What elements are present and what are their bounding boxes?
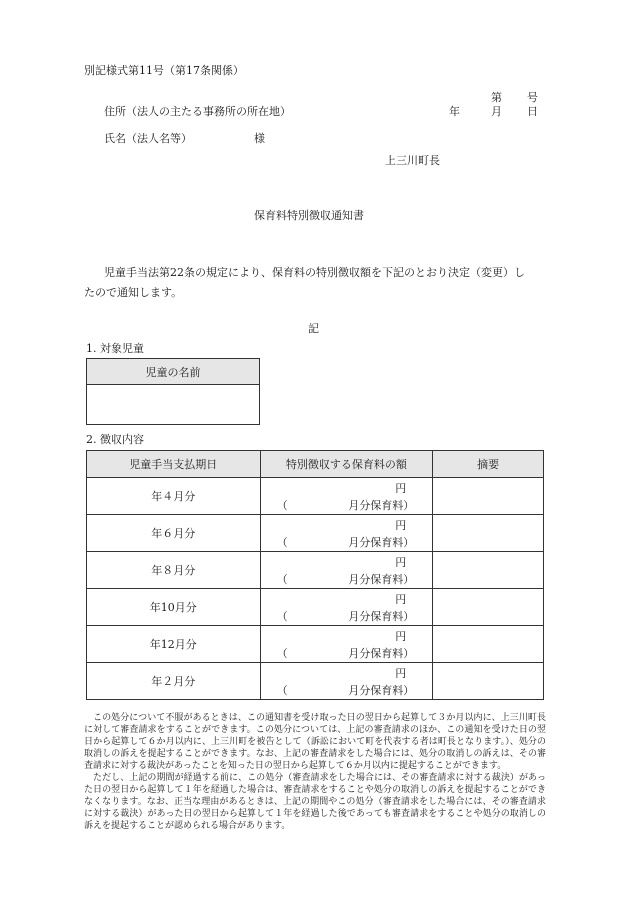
period-cell: 年12月分 (87, 626, 261, 663)
yen-unit: 円 (395, 556, 407, 569)
fee-cell (260, 478, 433, 515)
paren-open: （ (276, 499, 288, 512)
table-row (87, 515, 544, 552)
issuer: 上三川町長 (385, 154, 440, 167)
remarks-cell (433, 589, 544, 626)
fee-cell (260, 552, 433, 589)
form-label: 別記様式第11号（第17条関係） (84, 64, 244, 77)
yen-unit: 円 (395, 593, 407, 606)
remarks-cell (433, 478, 544, 515)
remarks-cell (433, 663, 544, 700)
period-cell: 年10月分 (87, 589, 261, 626)
period-cell: 年２月分 (87, 663, 261, 700)
yen-unit: 円 (395, 667, 407, 680)
fee-note: 月分保育料） (348, 647, 415, 660)
yen-unit: 円 (395, 519, 407, 532)
name-label: 氏名（法人名等） (104, 132, 192, 145)
section2-heading: 2. 徴収内容 (86, 433, 144, 446)
yen-unit: 円 (395, 630, 407, 643)
table-row (87, 663, 544, 700)
col-header-payment-date: 児童手当支払期日 (87, 451, 261, 478)
paren-open: （ (276, 536, 288, 549)
child-name-cell (87, 385, 260, 425)
remarks-cell (433, 552, 544, 589)
ki-marker: 記 (308, 322, 319, 335)
date-month: 月 (491, 105, 502, 118)
document-title: 保育料特別徴収通知書 (254, 209, 364, 222)
fee-note: 月分保育料） (348, 684, 415, 697)
table-row (87, 552, 544, 589)
body-line-2: たので通知します。 (84, 286, 183, 299)
table-row (87, 478, 544, 515)
fee-note: 月分保育料） (348, 573, 415, 586)
paren-open: （ (276, 684, 288, 697)
section1-heading: 1. 対象児童 (86, 342, 144, 355)
fee-cell (260, 626, 433, 663)
table-row (87, 589, 544, 626)
address-label: 住所（法人の主たる事務所の所在地） (104, 105, 291, 118)
yen-unit: 円 (395, 482, 407, 495)
fee-note: 月分保育料） (348, 499, 415, 512)
period-cell: 年６月分 (87, 515, 261, 552)
fee-note: 月分保育料） (348, 536, 415, 549)
child-name-header: 児童の名前 (87, 359, 260, 385)
paren-open: （ (276, 573, 288, 586)
col-header-remarks: 摘要 (433, 451, 544, 478)
table-row (87, 626, 544, 663)
notice-paragraph-1: この処分について不服があるときは、この通知書を受け取った日の翌日から起算して３か月以内に、上三川町長に対して審査請求をすることができます。この処分については、上記の審査請求のほか、この通知を受けた日の翌日から起算して６か月以内に、上三川町を被告として（訴訟において町を代表する者は町長となります。）、処分の取消しの訴えを提起することができます。なお、上記の審査請求をした場合には、処分の取消しの訴えは、その審査請求に対する裁決があったことを知った日の翌日から起算して６か月以内に提起することができます。 (84, 713, 546, 771)
remarks-cell (433, 515, 544, 552)
honorific: 様 (254, 132, 265, 145)
date-year: 年 (449, 105, 460, 118)
appeal-notice (84, 712, 546, 832)
fee-cell (260, 663, 433, 700)
body-line-1: 児童手当法第22条の規定により、保育料の特別徴収額を下記のとおり決定（変更）し (104, 266, 525, 279)
fee-cell (260, 515, 433, 552)
fee-cell (260, 589, 433, 626)
col-header-fee-amount: 特別徴収する保育料の額 (260, 451, 433, 478)
date-day: 日 (527, 105, 538, 118)
paren-open: （ (276, 647, 288, 660)
child-table (86, 358, 260, 425)
period-cell: 年４月分 (87, 478, 261, 515)
notice-paragraph-2: ただし、上記の期間が経過する前に、この処分（審査請求をした場合には、その審査請求に対する裁決）があった日の翌日から起算して１年を経過した場合は、審査請求をすることや処分の取消しの訴えを提起することができなくなります。なお、正当な理由があるときは、上記の期間やこの処分（審査請求をした場合には、その審査請求に対する裁決）があった日の翌日から起算して１年を経過した後であっても審査請求をすることや処分の取消しの訴えを提起することが認められる場合があります。 (84, 773, 546, 831)
remarks-cell (433, 626, 544, 663)
fee-note: 月分保育料） (348, 610, 415, 623)
paren-open: （ (276, 610, 288, 623)
number-dai: 第 (491, 91, 502, 104)
number-go: 号 (527, 91, 538, 104)
collection-table (86, 450, 544, 700)
period-cell: 年８月分 (87, 552, 261, 589)
